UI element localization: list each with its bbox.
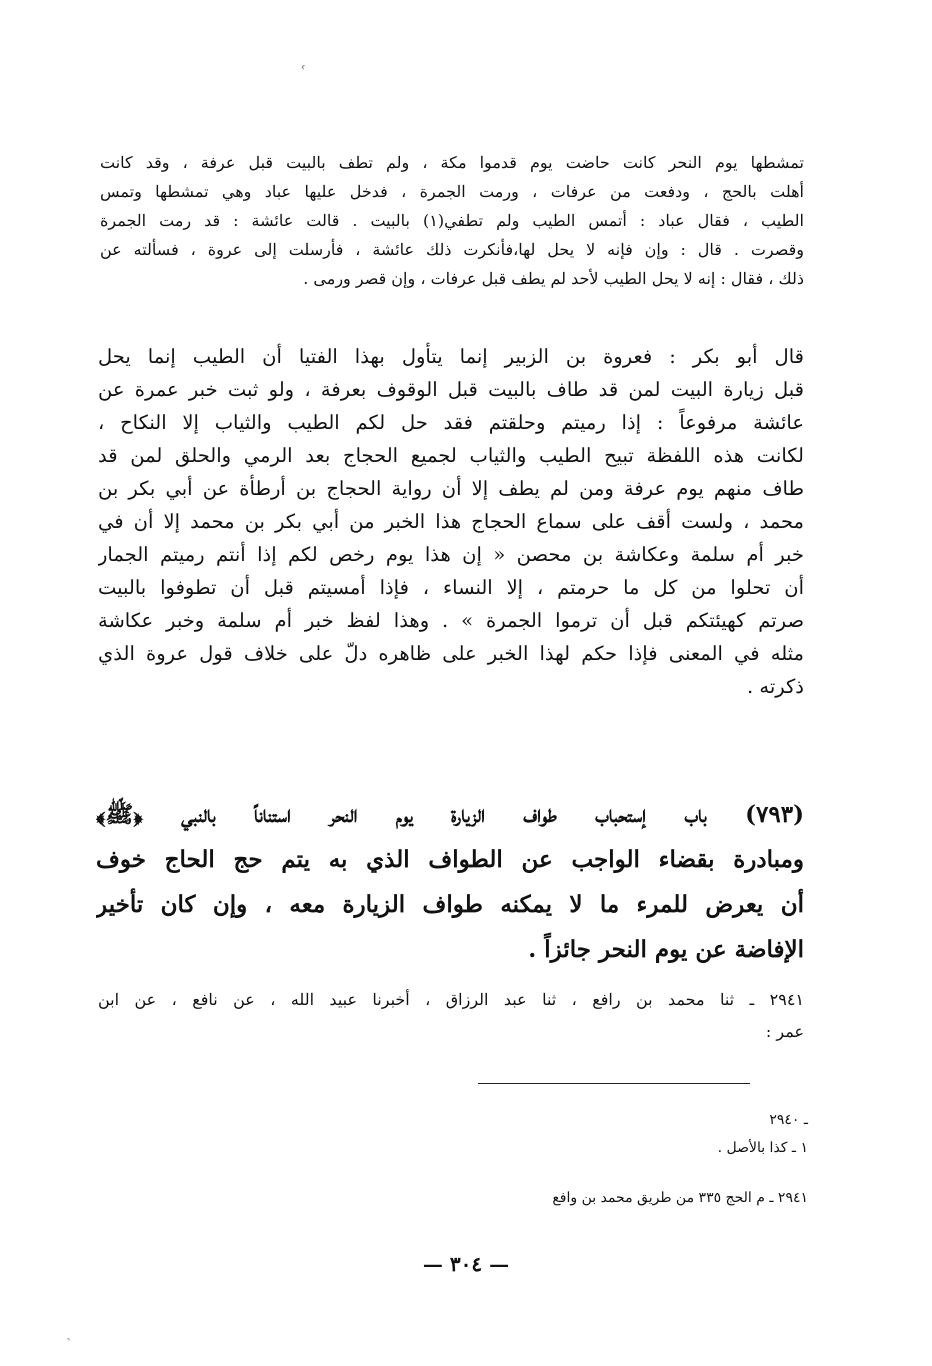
- commentary-paragraph: [98, 340, 804, 703]
- text-line: عائشة مرفوعاً : إذا رميتم وحلقتم فقد حل لكم الطيب والثياب إلا النكاح ،: [98, 411, 804, 434]
- text-line: محمد ، ولست أقف على سماع الحجاج هذا الخبر من أبي بكر بن محمد إلا أن في: [98, 510, 804, 533]
- text-line: لكانت هذه اللفظة تبيح الطيب والثياب لجميع الحجاج بعد الرمي والحلق لمن قد: [98, 444, 804, 467]
- stray-scan-mark: ˏ: [66, 1322, 72, 1341]
- text-line: الطيب ، فقال عباد : أتمس الطيب ولم تطفي(١) بالبيت . قالت عائشة : قد رمت الجمرة: [100, 211, 804, 230]
- text-line: قال أبو بكر : فعروة بن الزبير إنما يتأول بهذا الفتيا أن الطيب إنما يحل: [98, 345, 804, 368]
- text-line: أهلت بالحج ، ودفعت من عرفات ، ورمت الجمرة ، فدخل عليها عباد وهي تمشطها وتمس: [100, 182, 804, 201]
- hadith-2941-isnad: [98, 984, 804, 1048]
- text-line: طاف منهم يوم عرفة ومن لم يطف إلا أن رواية الحجاج بن أرطأة عن أبي بكر بن: [98, 477, 804, 500]
- stray-pen-mark: ʿ: [297, 61, 308, 82]
- text-line: خبر أم سلمة وعكاشة بن محصن « إن هذا يوم رخص لكم إذا أنتم رميتم الجمار: [98, 543, 804, 566]
- text-line: ذلك ، فقال : إنه لا يحل الطيب لأحد لم يطف قبل عرفات ، وإن قصر ورمى .: [303, 269, 804, 288]
- footnote-1: ١ ـ كذا بالأصل .: [717, 1140, 808, 1156]
- heading-line: ومبادرة بقضاء الواجب عن الطواف الذي به يتم حج الحاج خوف: [96, 846, 804, 873]
- heading-line: أن يعرض للمرء ما لا يمكنه طواف الزيارة معه ، وإن كان تأخير: [96, 891, 804, 918]
- page-number: — ٣٠٤ —: [422, 1252, 510, 1276]
- text-line: وقصرت . قال : وإن فإنه لا يحل لها،فأنكرت ذلك عائشة ، فأرسلت إلى عروة ، فسألته عن: [100, 240, 804, 259]
- text-line: تمشطها يوم النحر كانت حاضت يوم قدموا مكة ، ولم تطف بالبيت قبل عرفة ، وقد كانت: [100, 153, 804, 172]
- text-line: قبل زيارة البيت لمن قد طاف بالبيت قبل الوقوف بعرفة ، ولو ثبت خبر عمرة عن: [98, 378, 804, 401]
- text-line: صرتم كهيئتكم قبل أن ترموا الجمرة » . وهذا لفظ خبر أم سلمة وخبر عكاشة: [98, 609, 804, 632]
- chapter-heading: [96, 792, 804, 972]
- footnote-ref-2941: ٢٩٤١ ـ م الحج ٣٣٥ من طريق محمد بن وافع: [552, 1190, 808, 1206]
- top-paragraph: [100, 148, 804, 293]
- heading-line: (٧٩٣) باب إستحباب طواف الزيارة يوم النحر استناناً بالنبي ﴿ﷺ﴾: [96, 801, 804, 828]
- footnote-ref-2940: ـ ٢٩٤٠: [769, 1112, 808, 1128]
- heading-line: الإفاضة عن يوم النحر جائزاً .: [528, 936, 804, 963]
- text-line: مثله في المعنى فإذا حكم لهذا الخبر على ظاهره دلّ على خلاف قول عروة الذي: [98, 642, 804, 665]
- text-line: ذكرته .: [746, 675, 804, 698]
- text-line: أن تحلوا من كل ما حرمتم ، إلا النساء ، فإذا أمسيتم قبل أن تطوفوا بالبيت: [98, 576, 804, 599]
- text-line: عمر :: [765, 1022, 804, 1041]
- footnote-divider: [478, 1083, 750, 1084]
- text-line: ٢٩٤١ ـ ثنا محمد بن رافع ، ثنا عبد الرزاق ، أخبرنا عبيد الله ، عن نافع ، عن ابن: [98, 990, 804, 1009]
